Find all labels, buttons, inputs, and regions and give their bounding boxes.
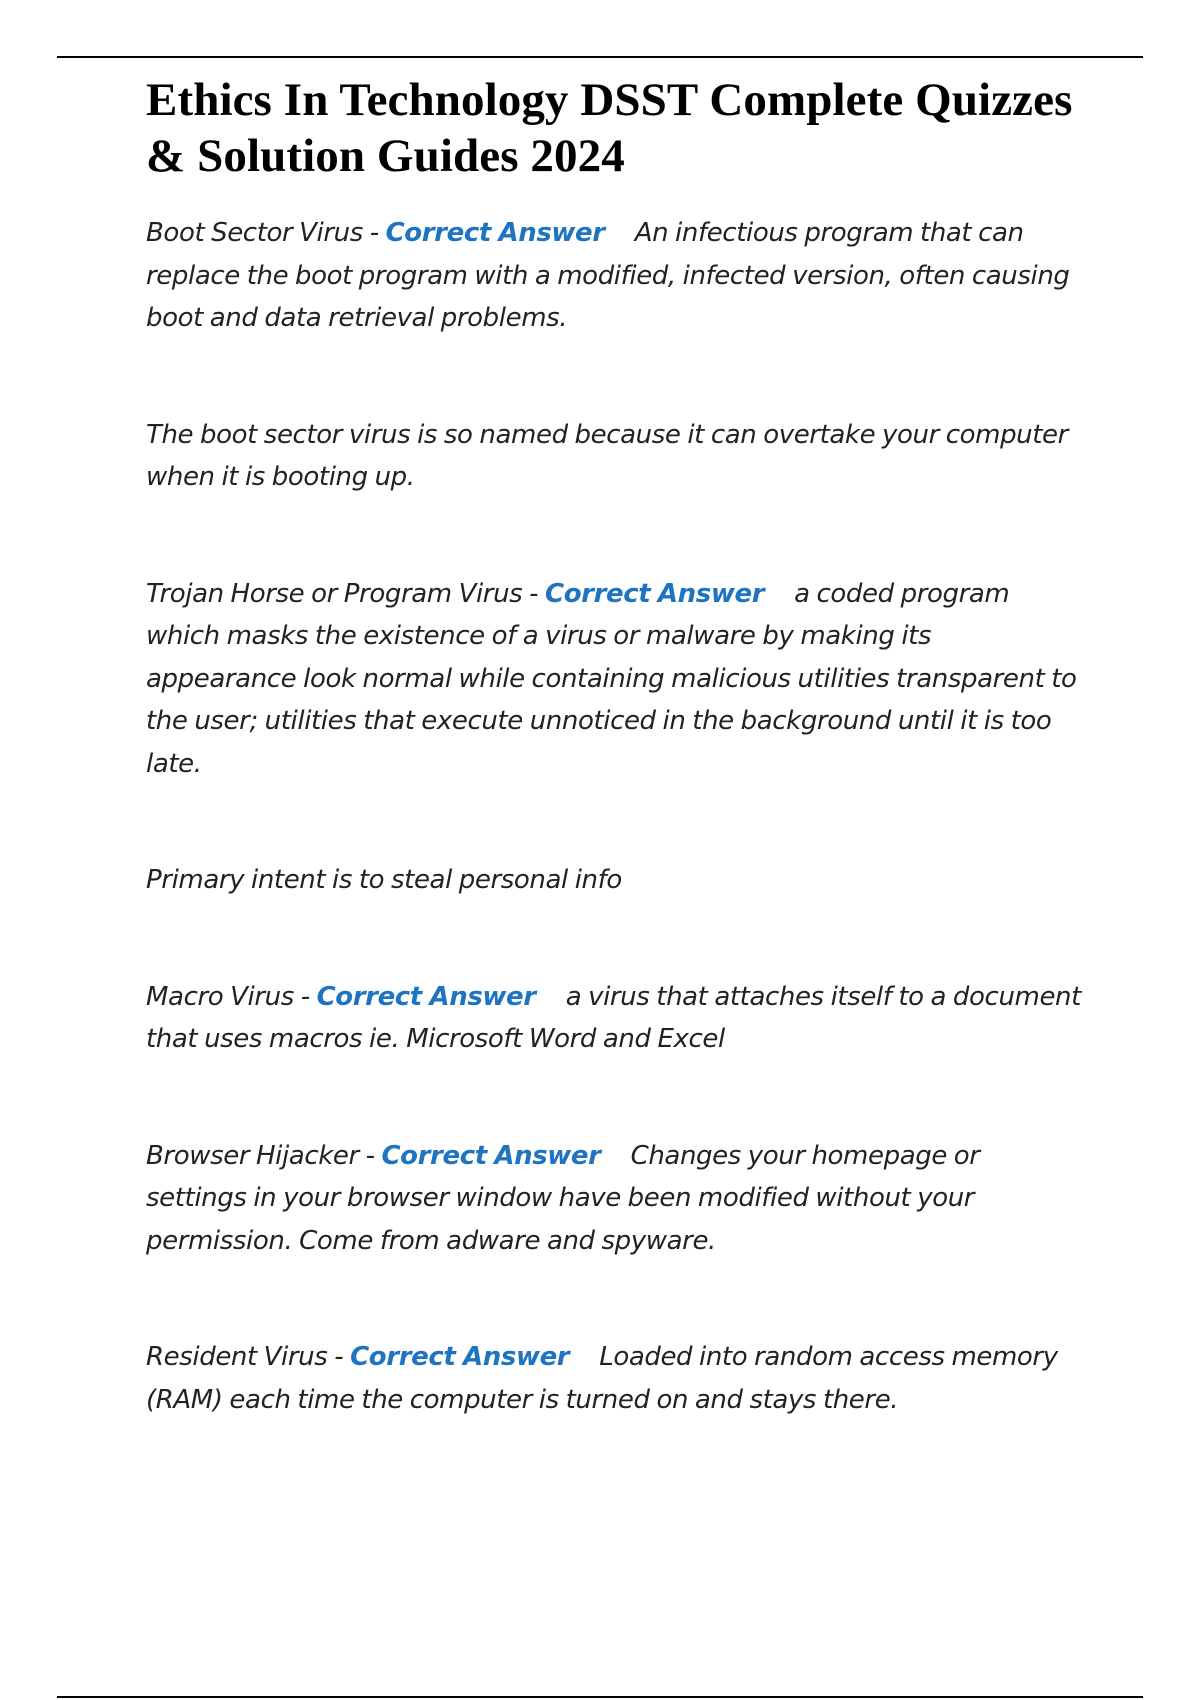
entry-boot-sector-virus (146, 212, 1086, 340)
entry-list (146, 212, 1086, 1421)
entry-definition: Changes your homepage or settings in your browser window have been modified without your permission. Come from adware and spyware. (146, 1140, 980, 1256)
top-divider (57, 56, 1143, 58)
bottom-divider (57, 1696, 1143, 1698)
correct-answer-label: Correct Answer (350, 1342, 570, 1372)
note-trojan-intent: Primary intent is to steal personal info (146, 865, 622, 895)
entry-term: Macro Virus (146, 981, 294, 1012)
entry-term: Boot Sector Virus (146, 218, 363, 248)
entry-separator: - (293, 981, 317, 1012)
entry-macro-virus (146, 976, 1086, 1061)
document-title: Ethics In Technology DSST Complete Quizzes & Solution Guides 2024 (146, 74, 1073, 182)
entry-definition: a coded program which masks the existence of a virus or malware by making its appearance look normal while containing malicious utilities transparent to the user; utilities that execute unnoticed in the background until it is too late. (146, 578, 1077, 779)
entry-definition: a virus that attaches itself to a document that uses macros ie. Microsoft Word and Excel (146, 981, 1081, 1054)
document-page (146, 72, 1086, 1495)
correct-answer-label: Correct Answer (545, 578, 765, 609)
entry-trojan-horse (146, 573, 1086, 786)
entry-separator: - (362, 218, 386, 248)
entry-separator: - (327, 1342, 351, 1372)
entry-term: Trojan Horse or Program Virus (146, 578, 523, 609)
note-boot-sector: The boot sector virus is so named because it can overtake your computer when it is booting up. (146, 419, 1068, 492)
entry-definition: Loaded into random access memory (RAM) each time the computer is turned on and stays there. (146, 1342, 1058, 1415)
entry-resident-virus (146, 1336, 1086, 1421)
entry-browser-hijacker (146, 1135, 1086, 1263)
correct-answer-label: Correct Answer (385, 218, 605, 248)
correct-answer-label: Correct Answer (316, 981, 536, 1012)
correct-answer-label: Correct Answer (381, 1140, 601, 1171)
entry-term: Resident Virus (146, 1342, 328, 1372)
entry-separator: - (522, 578, 546, 609)
entry-separator: - (358, 1140, 382, 1171)
entry-definition: An infectious program that can replace the boot program with a modified, infected version, often causing boot and data retrieval problems. (146, 218, 1070, 333)
entry-term: Browser Hijacker (146, 1140, 359, 1171)
